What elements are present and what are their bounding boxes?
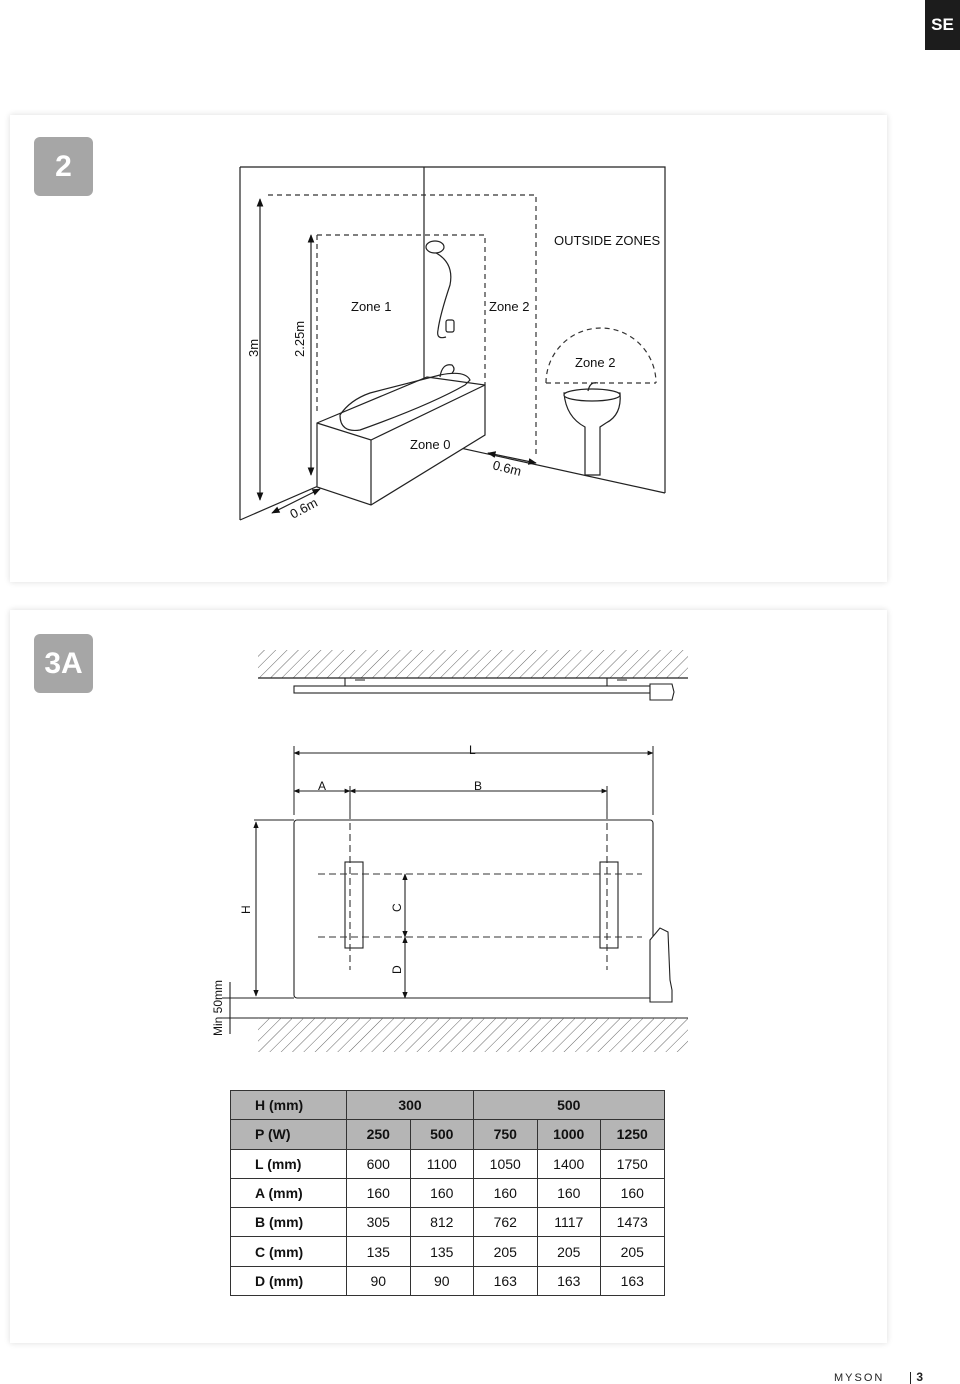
table-row: C (mm) 135 135 205 205 205 <box>231 1237 665 1266</box>
label-H: H <box>239 905 253 914</box>
bathtub <box>317 377 485 505</box>
washbasin <box>564 393 620 475</box>
label-depth-left: 0.6m <box>287 494 320 522</box>
label-min-50mm: Min 50mm <box>211 979 225 1036</box>
label-outside-zones: OUTSIDE ZONES <box>554 233 661 248</box>
table-row: P (W) 250 500 750 1000 1250 <box>231 1120 665 1149</box>
language-tab[interactable]: SE <box>925 0 960 50</box>
figure-2-panel <box>10 115 887 582</box>
zone-1-boundary <box>317 235 485 385</box>
table-row: B (mm) 305 812 762 1117 1473 <box>231 1208 665 1237</box>
table-row: A (mm) 160 160 160 160 160 <box>231 1178 665 1207</box>
specification-table <box>230 1090 665 1296</box>
label-A: A <box>318 779 327 793</box>
floor-hatch <box>258 1018 688 1052</box>
table-row: D (mm) 90 90 163 163 163 <box>231 1266 665 1295</box>
wall-bracket-left <box>345 862 363 948</box>
page-number: 3 <box>916 1370 924 1384</box>
label-zone-2-wall: Zone 2 <box>489 299 530 314</box>
label-D: D <box>390 965 404 974</box>
top-view-wall <box>258 650 688 678</box>
label-2-25m: 2.25m <box>292 320 307 357</box>
step-badge-2: 2 <box>34 137 93 196</box>
label-zone-0: Zone 0 <box>410 437 451 452</box>
shower-head-icon <box>426 241 444 253</box>
label-zone-2-basin: Zone 2 <box>575 355 616 370</box>
step-badge-3a: 3A <box>34 634 93 693</box>
footer-divider <box>910 1372 911 1384</box>
label-B: B <box>474 779 483 793</box>
top-view-control-box <box>650 684 674 700</box>
bathroom-zones-diagram <box>10 115 887 582</box>
brand-logo: MYSON <box>834 1372 885 1384</box>
page-footer <box>834 1370 923 1384</box>
label-3m: 3m <box>246 338 261 357</box>
label-zone-1: Zone 1 <box>351 299 392 314</box>
wall-bracket-right <box>600 862 618 948</box>
label-L: L <box>469 743 476 757</box>
table-row: L (mm) 600 1100 1050 1400 1750 <box>231 1149 665 1178</box>
label-depth-right: 0.6m <box>491 457 523 479</box>
label-C: C <box>390 903 404 912</box>
thermostat-control-unit <box>650 928 672 1002</box>
figure-3a-panel <box>10 610 887 1343</box>
installation-dimensions-diagram <box>10 610 887 1070</box>
top-view-heater <box>294 686 650 693</box>
table-row: H (mm) 300 500 <box>231 1091 665 1120</box>
